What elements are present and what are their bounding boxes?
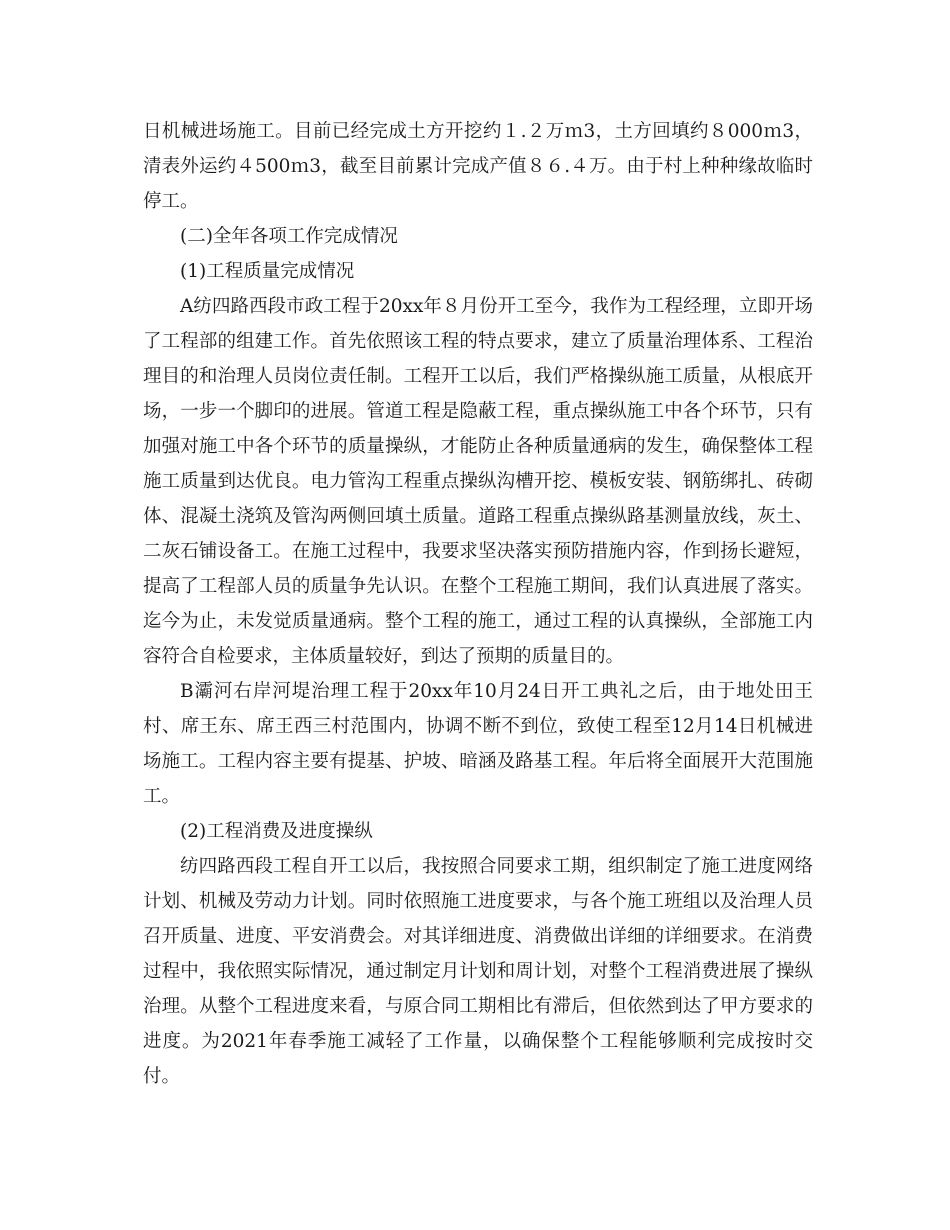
paragraph-project-a: A纺四路西段市政工程于20xx年８月份开工至今，我作为工程经理，立即开场了工程部的组建工作。首先依照该工程的特点要求，建立了质量治理体系、工程治理目的和治理人员岗位责任制。工程开工以后，我们严格操纵施工质量，从根底开场，一步一个脚印的进展。管道工程是隐蔽工程，重点操纵施工中各个环节，只有加强对施工中各个环节的质量操纵，才能防止各种质量通病的发生，确保整体工程施工质量到达优良。电力管沟工程重点操纵沟槽开挖、模板安装、钢筋绑扎、砖砌体、混凝土浇筑及管沟两侧回填土质量。道路工程重点操纵路基测量放线，灰土、二灰石铺设备工。在施工过程中，我要求坚决落实预防措施内容，作到扬长避短，提高了工程部人员的质量争先认识。在整个工程施工期间，我们认真进展了落实。迄今为止，未发觉质量通病。整个工程的施工，通过工程的认真操纵，全部施工内容符合自检要求，主体质量较好，到达了预期的质量目的。 bbox=[143, 296, 813, 667]
paragraph-progress-control: 纺四路西段工程自开工以后，我按照合同要求工期，组织制定了施工进度网络计划、机械及劳动力计划。同时依照施工进度要求，与各个施工班组以及治理人员召开质量、进度、平安消费会。对其详细进度、消费做出详细的详细要求。在消费过程中，我依照实际情况，通过制定月计划和周计划，对整个工程消费进展了操纵治理。从整个工程进度来看，与原合同工期相比有滞后，但依然到达了甲方要求的进度。为2021年春季施工减轻了工作量，以确保整个工程能够顺利完成按时交付。 bbox=[143, 856, 813, 1087]
paragraph-continuation: 日机械进场施工。目前已经完成土方开挖约１.２万ｍ3，土方回填约８000ｍ3，清表外运约４500ｍ3，截至目前累计完成产值８６.４万。由于村上种种缘故临时停工。 bbox=[143, 121, 813, 212]
section-heading-annual-work: (二)全年各项工作完成情况 bbox=[180, 226, 398, 247]
subsection-heading-quality: (1)工程质量完成情况 bbox=[180, 261, 355, 282]
document-body bbox=[143, 114, 813, 1094]
paragraph-project-b: B灞河右岸河堤治理工程于20xx年10月24日开工典礼之后，由于地处田王村、席王东、席王西三村范围内，协调不断不到位，致使工程至12月14日机械进场施工。工程内容主要有提基、护坡、暗涵及路基工程。年后将全面展开大范围施工。 bbox=[143, 681, 813, 807]
subsection-heading-progress: (2)工程消费及进度操纵 bbox=[180, 821, 373, 842]
